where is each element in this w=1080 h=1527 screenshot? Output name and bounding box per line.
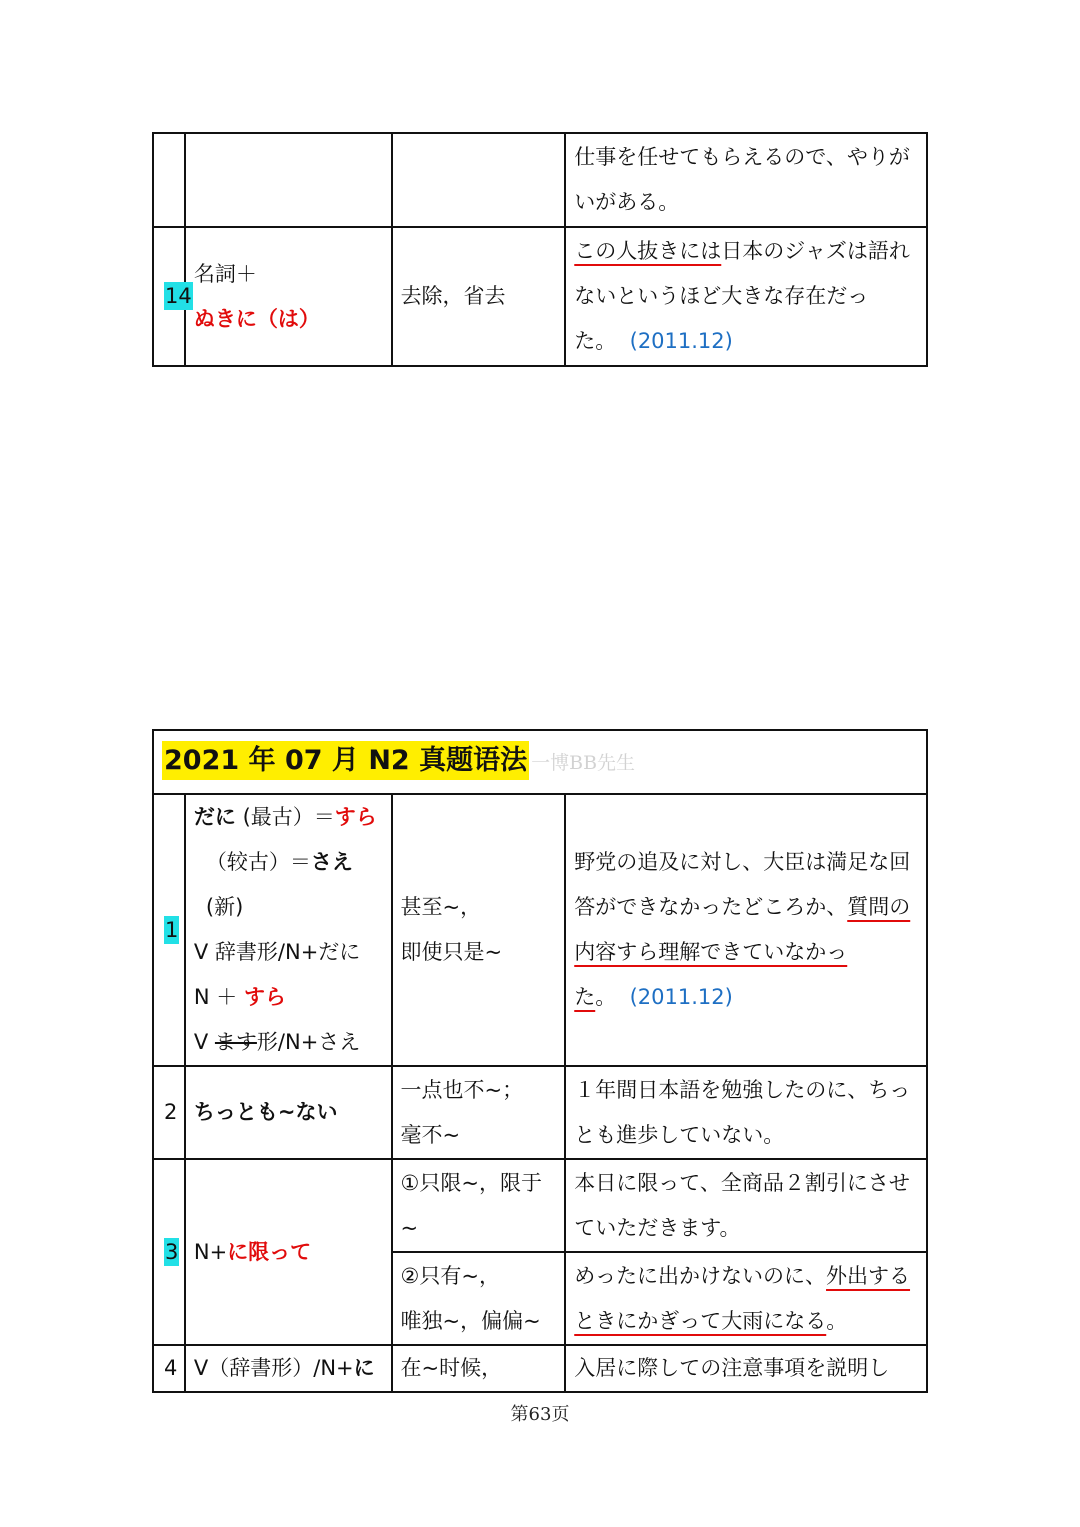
row-number: 1 xyxy=(165,917,179,942)
grammar-table-top xyxy=(152,132,928,367)
meaning-cell: ①只限~，限于~ xyxy=(392,1159,566,1252)
pattern-cell: だに (最古）＝すら （较古）＝さえ(新) V 辞書形/N+だに N ＋ すら V ます形/N+さえ xyxy=(185,794,392,1066)
title-row xyxy=(153,730,927,794)
underlined-phrase: 外出するときにかぎって大雨になる xyxy=(574,1263,911,1333)
underlined-phrase: この人抜きには xyxy=(574,239,722,263)
meaning-cell: 去除，省去 xyxy=(392,227,566,366)
underlined-phrase: 質問の内容すら理解できていなかった xyxy=(574,895,911,1009)
table-row xyxy=(153,133,927,227)
watermark: 一博BB先生 xyxy=(531,752,636,774)
example-cell: 仕事を任せてもらえるので、やりがいがある。 xyxy=(565,133,927,227)
example-cell: 入居に際しての注意事項を説明し xyxy=(565,1345,927,1392)
meaning-cell: ②只有~， 唯独~，偏偏~ xyxy=(392,1252,566,1345)
num-cell: 4 xyxy=(153,1345,185,1392)
num-cell xyxy=(153,1159,185,1345)
pattern-cell: ちっとも~ない xyxy=(185,1066,392,1159)
grammar-pattern: ぬきに（は） xyxy=(193,306,320,331)
meaning-cell: 在~时候， xyxy=(392,1345,566,1392)
example-cell: めったに出かけないのに、外出するときにかぎって大雨になる。 xyxy=(565,1252,927,1345)
example-cell: 本日に限って、全商品２割引にさせていただきます。 xyxy=(565,1159,927,1252)
pattern-cell: V（辞書形）/N+に xyxy=(185,1345,392,1392)
table-row xyxy=(153,227,927,366)
table-row xyxy=(153,1066,927,1159)
example-cell: １年間日本語を勉強したのに、ちっとも進歩していない。 xyxy=(565,1066,927,1159)
num-cell xyxy=(153,227,192,366)
table-row xyxy=(153,794,927,1066)
source-year: (2011.12) xyxy=(629,329,733,353)
example-cell: 野党の追及に対し、大臣は満足な回答ができなかったどころか、質問の内容すら理解できていなかった。 (2011.12) xyxy=(565,794,927,1066)
grammar-pattern: に限って xyxy=(227,1239,312,1264)
section-title: 2021 年 07 月 N2 真题语法 xyxy=(162,741,529,780)
source-year: (2011.12) xyxy=(629,985,733,1009)
pattern-cell xyxy=(185,133,392,227)
meaning-cell: 甚至~， 即使只是~ xyxy=(392,794,566,1066)
table-row xyxy=(153,1345,927,1392)
num-cell xyxy=(153,794,185,1066)
row-number: 14 xyxy=(165,284,192,308)
pattern-cell: N+に限って xyxy=(185,1159,392,1345)
row-number: 3 xyxy=(165,1239,179,1264)
section-title-cell xyxy=(153,730,927,794)
table-row xyxy=(153,1159,927,1252)
meaning-cell xyxy=(392,133,566,227)
num-cell xyxy=(153,133,185,227)
pattern-cell: 名詞＋ぬきに（は） xyxy=(185,227,392,366)
num-cell: 2 xyxy=(153,1066,185,1159)
example-cell: この人抜きには日本のジャズは語れないというほど大きな存在だった。 (2011.12) xyxy=(565,227,927,366)
grammar-table-main xyxy=(152,729,928,1393)
page-number: 第63页 xyxy=(510,1404,570,1425)
meaning-cell: 一点也不~； 毫不~ xyxy=(392,1066,566,1159)
